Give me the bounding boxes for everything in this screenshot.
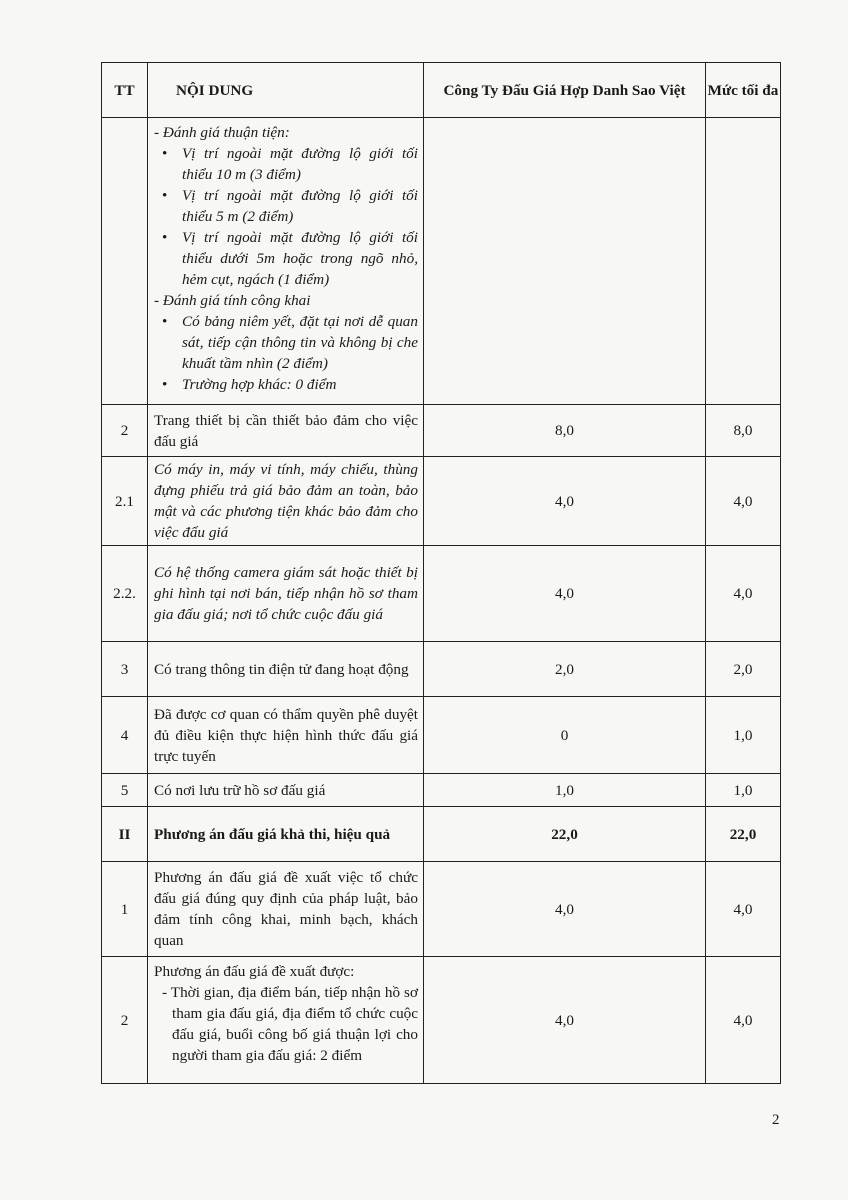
cell-value: 22,0: [424, 807, 706, 862]
cell-content: [148, 957, 424, 1084]
cell-max: 8,0: [706, 405, 781, 457]
table-row: [102, 118, 781, 405]
header-max: Mức tối đa: [706, 63, 781, 118]
cell-value: 4,0: [424, 546, 706, 642]
cell-content: Có nơi lưu trữ hồ sơ đấu giá: [148, 774, 424, 807]
criteria-bullet: • Vị trí ngoài mặt đường lộ giới tối thiểu dưới 5m hoặc trong ngõ nhỏ, hẻm cụt, ngách (1 điểm): [182, 227, 418, 290]
evaluation-table: [101, 62, 781, 1084]
cell-content: Phương án đấu giá đề xuất việc tổ chức đấu giá đúng quy định của pháp luật, bảo đảm tính công khai, minh bạch, khách quan: [148, 862, 424, 957]
cell-max: 2,0: [706, 642, 781, 697]
cell-tt: [102, 118, 148, 405]
table-row: [102, 642, 781, 697]
cell-content: Có trang thông tin điện tử đang hoạt động: [148, 642, 424, 697]
header-content: NỘI DUNG: [148, 63, 424, 118]
table-row-section: [102, 807, 781, 862]
cell-max: 22,0: [706, 807, 781, 862]
cell-content: Có máy in, máy vi tính, máy chiếu, thùng đựng phiếu trả giá bảo đảm an toàn, bảo mật và các phương tiện khác bảo đảm cho việc đấu giá: [148, 457, 424, 546]
cell-value: [424, 118, 706, 405]
content-line: Phương án đấu giá đề xuất được:: [154, 963, 355, 980]
cell-value: 4,0: [424, 957, 706, 1084]
cell-tt: 5: [102, 774, 148, 807]
table-row: [102, 405, 781, 457]
criteria-bullet: • Có bảng niêm yết, đặt tại nơi dễ quan sát, tiếp cận thông tin và không bị che khuất tầm nhìn (2 điểm): [182, 311, 418, 374]
criteria-line: - Đánh giá thuận tiện:: [154, 124, 290, 141]
content-line: - Thời gian, địa điểm bán, tiếp nhận hồ sơ tham gia đấu giá, địa điểm tổ chức cuộc đấu giá, buổi công bố giá thuận lợi cho người tham gia đấu giá: 2 điểm: [162, 984, 418, 1064]
table-header-row: [102, 63, 781, 118]
table-row: [102, 862, 781, 957]
page-number: 2: [772, 1112, 780, 1128]
cell-value: 8,0: [424, 405, 706, 457]
header-company: Công Ty Đấu Giá Hợp Danh Sao Việt: [424, 63, 706, 118]
criteria-bullet: • Vị trí ngoài mặt đường lộ giới tối thiểu 10 m (3 điểm): [182, 143, 418, 185]
cell-tt: 3: [102, 642, 148, 697]
table-row: [102, 546, 781, 642]
cell-max: 4,0: [706, 957, 781, 1084]
cell-value: 1,0: [424, 774, 706, 807]
cell-max: [706, 118, 781, 405]
cell-tt: II: [102, 807, 148, 862]
cell-content: Đã được cơ quan có thẩm quyền phê duyệt đủ điều kiện thực hiện hình thức đấu giá trực tuyến: [148, 697, 424, 774]
table-row: [102, 774, 781, 807]
cell-tt: 2.1: [102, 457, 148, 546]
cell-value: 4,0: [424, 457, 706, 546]
table-row: [102, 457, 781, 546]
cell-tt: 2.2.: [102, 546, 148, 642]
cell-content: Có hệ thống camera giám sát hoặc thiết bị ghi hình tại nơi bán, tiếp nhận hồ sơ tham gia đấu giá; nơi tổ chức cuộc đấu giá: [148, 546, 424, 642]
cell-convenience-criteria: [148, 118, 424, 405]
cell-content: Phương án đấu giá khả thi, hiệu quả: [148, 807, 424, 862]
header-tt: TT: [102, 63, 148, 118]
cell-value: 4,0: [424, 862, 706, 957]
cell-tt: 1: [102, 862, 148, 957]
cell-max: 1,0: [706, 774, 781, 807]
cell-content: Trang thiết bị cần thiết bảo đảm cho việc đấu giá: [148, 405, 424, 457]
cell-tt: 4: [102, 697, 148, 774]
cell-value: 0: [424, 697, 706, 774]
criteria-line: - Đánh giá tính công khai: [154, 292, 311, 309]
criteria-bullet: • Trường hợp khác: 0 điểm: [182, 374, 418, 395]
criteria-bullet: • Vị trí ngoài mặt đường lộ giới tối thiểu 5 m (2 điểm): [182, 185, 418, 227]
cell-tt: 2: [102, 405, 148, 457]
cell-max: 4,0: [706, 457, 781, 546]
cell-value: 2,0: [424, 642, 706, 697]
cell-max: 1,0: [706, 697, 781, 774]
cell-max: 4,0: [706, 862, 781, 957]
cell-tt: 2: [102, 957, 148, 1084]
table-row: [102, 957, 781, 1084]
cell-max: 4,0: [706, 546, 781, 642]
table-row: [102, 697, 781, 774]
